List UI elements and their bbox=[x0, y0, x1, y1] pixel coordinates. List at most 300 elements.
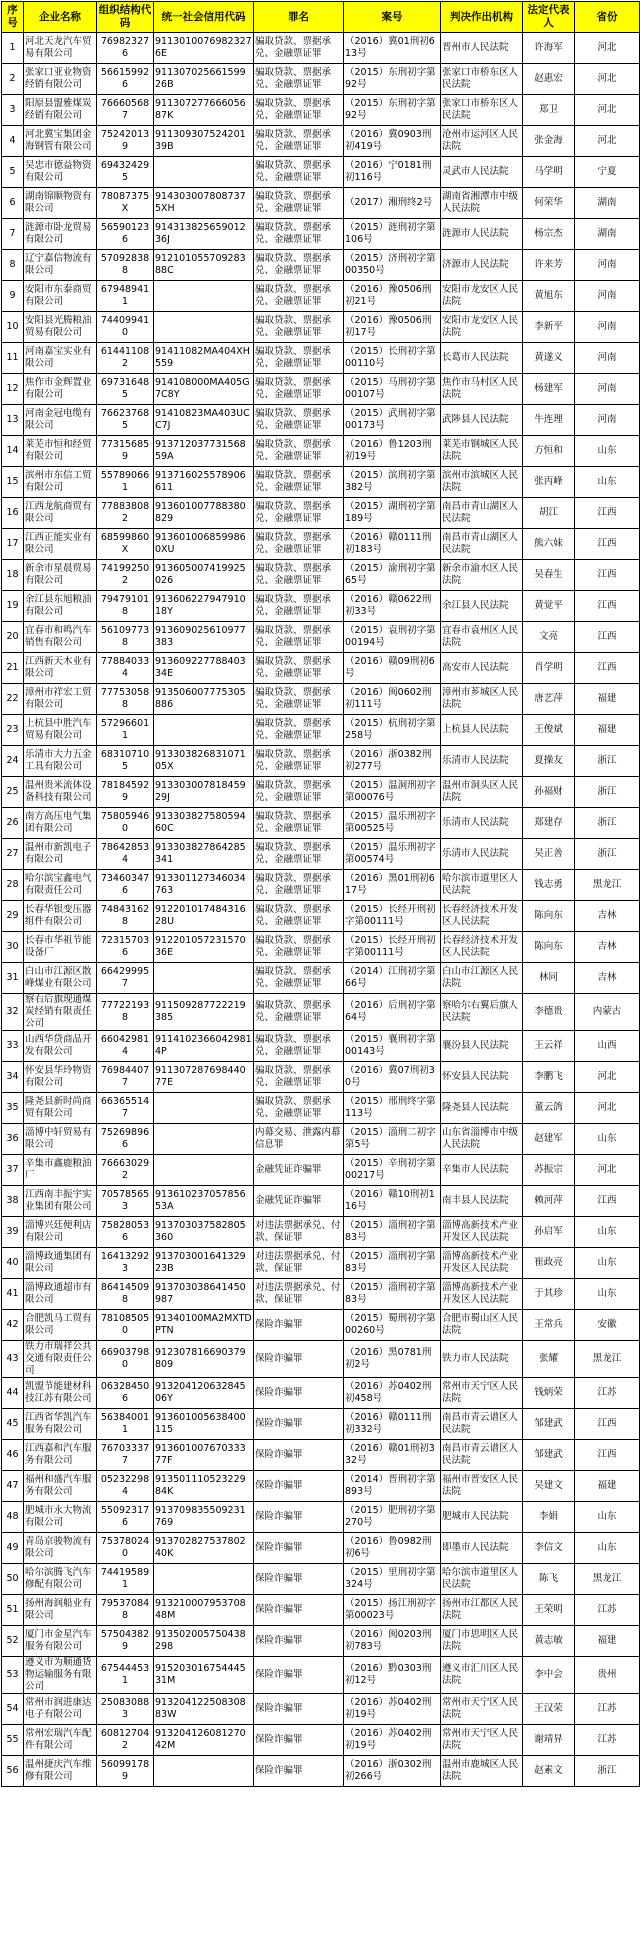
cell-case-number: （2016）赣01刑初332号 bbox=[344, 1440, 441, 1471]
cell-charge: 骗取贷款、票据承兑、金融票证罪 bbox=[254, 901, 344, 932]
cell-charge: 骗取贷款、票据承兑、金融票证罪 bbox=[254, 560, 344, 591]
table-row bbox=[2, 312, 640, 343]
cell-index: 41 bbox=[2, 1279, 24, 1310]
cell-index: 47 bbox=[2, 1471, 24, 1502]
cell-org-code: 741992502 bbox=[97, 560, 154, 591]
table-row bbox=[2, 1533, 640, 1564]
cell-province: 江西 bbox=[575, 1440, 640, 1471]
cell-charge: 保险诈骗罪 bbox=[254, 1502, 344, 1533]
cell-case-number: （2016）苏0402刑初19号 bbox=[344, 1694, 441, 1725]
cell-org-code: 669037980 bbox=[97, 1341, 154, 1378]
cell-legal-rep: 郑建存 bbox=[523, 808, 575, 839]
cell-court: 哈尔滨市道里区人民法院 bbox=[441, 1564, 523, 1595]
cell-province: 河南 bbox=[575, 312, 640, 343]
cell-company-name: 乐清市大力五金工具有限公司 bbox=[24, 746, 97, 777]
cell-charge: 保险诈骗罪 bbox=[254, 1595, 344, 1626]
cell-charge: 保险诈骗罪 bbox=[254, 1533, 344, 1564]
cell-province: 黑龙江 bbox=[575, 1564, 640, 1595]
cell-legal-rep: 王常兵 bbox=[523, 1310, 575, 1341]
cell-court: 温州市鹿城区人民法院 bbox=[441, 1756, 523, 1787]
cell-index: 2 bbox=[2, 64, 24, 95]
cell-credit-code: 911307287698440 77E bbox=[154, 1062, 254, 1093]
cell-org-code: 063284506 bbox=[97, 1378, 154, 1409]
cell-org-code: 781845929 bbox=[97, 777, 154, 808]
cell-credit-code: 911509287722219 385 bbox=[154, 994, 254, 1031]
cell-index: 3 bbox=[2, 95, 24, 126]
cell-company-name: 哈尔滨宝鑫电气有限责任公司 bbox=[24, 870, 97, 901]
cell-credit-code: 911309307524201 39B bbox=[154, 126, 254, 157]
cell-company-name: 合肥凯马工贸有限公司 bbox=[24, 1310, 97, 1341]
table-row bbox=[2, 777, 640, 808]
cell-case-number: （2015）济刑初字第00350号 bbox=[344, 250, 441, 281]
cell-legal-rep: 许来芳 bbox=[523, 250, 575, 281]
cell-legal-rep: 牛连理 bbox=[523, 405, 575, 436]
cell-court: 南昌市青山湖区人民法院 bbox=[441, 529, 523, 560]
cell-company-name: 温州贵米流体设备科技有限公司 bbox=[24, 777, 97, 808]
cell-province: 福建 bbox=[575, 715, 640, 746]
cell-credit-code: 913606227947910 18Y bbox=[154, 591, 254, 622]
cell-court: 长春经济技术开发区人民法院 bbox=[441, 932, 523, 963]
cell-legal-rep: 吴建文 bbox=[523, 1471, 575, 1502]
cell-credit-code: 913610237057856 53A bbox=[154, 1186, 254, 1217]
cell-case-number: （2016）冀07刑初30号 bbox=[344, 1062, 441, 1093]
cell-province: 吉林 bbox=[575, 901, 640, 932]
cell-org-code: 794791018 bbox=[97, 591, 154, 622]
cell-org-code: 550923176 bbox=[97, 1502, 154, 1533]
cell-org-code: 786428534 bbox=[97, 839, 154, 870]
cell-court: 温州市洞头区人民法院 bbox=[441, 777, 523, 808]
cell-case-number: （2016）赣0111刑初183号 bbox=[344, 529, 441, 560]
cell-province: 江苏 bbox=[575, 1378, 640, 1409]
table-row bbox=[2, 1471, 640, 1502]
cell-credit-code: 912201057231570 36E bbox=[154, 932, 254, 963]
cell-charge: 对违法票据承兑、付款、保证罪 bbox=[254, 1279, 344, 1310]
cell-company-name: 安阳县光腾粮油贸易有限公司 bbox=[24, 312, 97, 343]
cell-court: 襄汾县人民法院 bbox=[441, 1031, 523, 1062]
cell-case-number: （2016）闽0602刑初111号 bbox=[344, 684, 441, 715]
cell-court: 张家口市桥东区人民法院 bbox=[441, 64, 523, 95]
cell-credit-code bbox=[154, 1564, 254, 1595]
cell-case-number: （2015）蜀刑初字第00260号 bbox=[344, 1310, 441, 1341]
cell-company-name: 温州捷庆汽车维修有限公司 bbox=[24, 1756, 97, 1787]
cell-case-number: （2014）晋刑初字第893号 bbox=[344, 1471, 441, 1502]
cell-charge: 金融凭证诈骗罪 bbox=[254, 1186, 344, 1217]
cell-province: 河北 bbox=[575, 95, 640, 126]
cell-company-name: 新余市星晨贸易有限公司 bbox=[24, 560, 97, 591]
cell-index: 14 bbox=[2, 436, 24, 467]
cell-index: 25 bbox=[2, 777, 24, 808]
cell-case-number: （2015）里刑初字第324号 bbox=[344, 1564, 441, 1595]
table-row bbox=[2, 1694, 640, 1725]
cell-province: 河南 bbox=[575, 343, 640, 374]
cell-org-code: 575043829 bbox=[97, 1626, 154, 1657]
cell-court: 隆尧县人民法院 bbox=[441, 1093, 523, 1124]
cell-court: 铁力市人民法院 bbox=[441, 1341, 523, 1378]
cell-company-name: 张家口亚业物资经销有限公司 bbox=[24, 64, 97, 95]
cell-court: 白山市江源区人民法院 bbox=[441, 963, 523, 994]
cell-credit-code: 913605007419925 026 bbox=[154, 560, 254, 591]
cell-court: 莱芜市钢城区人民法院 bbox=[441, 436, 523, 467]
cell-company-name: 河南金冠电缆有限公司 bbox=[24, 405, 97, 436]
cell-credit-code: 913702827537802 40K bbox=[154, 1533, 254, 1564]
cell-case-number: （2015）淄刑初字第83号 bbox=[344, 1279, 441, 1310]
cell-credit-code: 914108000MA405G7C8Y bbox=[154, 374, 254, 405]
cell-charge: 骗取贷款、票据承兑、金融票证罪 bbox=[254, 963, 344, 994]
cell-province: 江西 bbox=[575, 653, 640, 684]
cell-credit-code: 913303827864285 341 bbox=[154, 839, 254, 870]
cell-company-name: 南方高压电气集团有限公司 bbox=[24, 808, 97, 839]
cell-org-code: 767033377 bbox=[97, 1440, 154, 1471]
cell-org-code: 781085050 bbox=[97, 1310, 154, 1341]
cell-case-number: （2016）浙0382刑初277号 bbox=[344, 746, 441, 777]
cell-case-number: （2016）赣10刑初116号 bbox=[344, 1186, 441, 1217]
cell-credit-code: 913501110523229 84K bbox=[154, 1471, 254, 1502]
cell-credit-code bbox=[154, 281, 254, 312]
table-row bbox=[2, 591, 640, 622]
cell-province: 黑龙江 bbox=[575, 1341, 640, 1378]
cell-case-number: （2016）黑01刑初617号 bbox=[344, 870, 441, 901]
cell-case-number: （2016）鲁0982刑初6号 bbox=[344, 1533, 441, 1564]
cell-org-code: 769823276 bbox=[97, 33, 154, 64]
cell-charge: 骗取贷款、票据承兑、金融票证罪 bbox=[254, 498, 344, 529]
cell-company-name: 遵义市为顺通货物运输服务有限公司 bbox=[24, 1657, 97, 1694]
cell-legal-rep: 陈飞 bbox=[523, 1564, 575, 1595]
cell-court: 山东省淄博市中级人民法院 bbox=[441, 1124, 523, 1155]
cell-court: 湖南省湘潭市中级人民法院 bbox=[441, 188, 523, 219]
cell-credit-code: 915203016754445 31M bbox=[154, 1657, 254, 1694]
cell-case-number: （2015）淄刑初字第83号 bbox=[344, 1217, 441, 1248]
cell-company-name: 常州市润进康达电子有限公司 bbox=[24, 1694, 97, 1725]
cell-org-code: 744195891 bbox=[97, 1564, 154, 1595]
cell-charge: 骗取贷款、票据承兑、金融票证罪 bbox=[254, 622, 344, 653]
cell-province: 河南 bbox=[575, 405, 640, 436]
table-row bbox=[2, 1341, 640, 1378]
cell-index: 18 bbox=[2, 560, 24, 591]
cell-index: 26 bbox=[2, 808, 24, 839]
cell-index: 37 bbox=[2, 1155, 24, 1186]
cell-case-number: （2015）袁刑初字第00194号 bbox=[344, 622, 441, 653]
table-row bbox=[2, 126, 640, 157]
cell-case-number: （2015）东刑初字第92号 bbox=[344, 95, 441, 126]
cell-org-code: 683107105 bbox=[97, 746, 154, 777]
cell-case-number: （2015）长经开刑初字第00111号 bbox=[344, 901, 441, 932]
cell-court: 高安市人民法院 bbox=[441, 653, 523, 684]
cell-index: 20 bbox=[2, 622, 24, 653]
cell-court: 乐清市人民法院 bbox=[441, 839, 523, 870]
cell-org-code: 777221938 bbox=[97, 994, 154, 1031]
cell-province: 山东 bbox=[575, 1533, 640, 1564]
cell-case-number: （2016）豫0506刑初21号 bbox=[344, 281, 441, 312]
cell-index: 56 bbox=[2, 1756, 24, 1787]
cell-charge: 骗取贷款、票据承兑、金融票证罪 bbox=[254, 994, 344, 1031]
cell-province: 福建 bbox=[575, 1626, 640, 1657]
cell-province: 河北 bbox=[575, 1062, 640, 1093]
cell-index: 35 bbox=[2, 1093, 24, 1124]
cell-credit-code: 91141023660429814P bbox=[154, 1031, 254, 1062]
cell-org-code: 68599860X bbox=[97, 529, 154, 560]
cell-case-number: （2015）湖刑初字第189号 bbox=[344, 498, 441, 529]
cell-index: 50 bbox=[2, 1564, 24, 1595]
cell-province: 江苏 bbox=[575, 1694, 640, 1725]
cell-province: 浙江 bbox=[575, 746, 640, 777]
cell-province: 吉林 bbox=[575, 932, 640, 963]
cell-company-name: 山西华贷商品开发有限公司 bbox=[24, 1031, 97, 1062]
table-row bbox=[2, 1502, 640, 1533]
cell-province: 江苏 bbox=[575, 1595, 640, 1626]
cell-credit-code: 913301127346034 763 bbox=[154, 870, 254, 901]
cell-legal-rep: 李中会 bbox=[523, 1657, 575, 1694]
cell-case-number: （2015）扬江刑初字第00023号 bbox=[344, 1595, 441, 1626]
table-row bbox=[2, 250, 640, 281]
cell-index: 7 bbox=[2, 219, 24, 250]
cell-charge: 骗取贷款、票据承兑、金融票证罪 bbox=[254, 746, 344, 777]
cell-legal-rep: 郑卫 bbox=[523, 95, 575, 126]
table-row bbox=[2, 1564, 640, 1595]
cell-index: 54 bbox=[2, 1694, 24, 1725]
cell-company-name: 淄博政通集团有限公司 bbox=[24, 1248, 97, 1279]
cell-org-code: 753780240 bbox=[97, 1533, 154, 1564]
cell-credit-code bbox=[154, 1093, 254, 1124]
cell-court: 肥城市人民法院 bbox=[441, 1502, 523, 1533]
cell-charge: 骗取贷款、票据承兑、金融票证罪 bbox=[254, 1093, 344, 1124]
cell-legal-rep: 张丙峰 bbox=[523, 467, 575, 498]
cell-court: 乐清市人民法院 bbox=[441, 808, 523, 839]
cell-org-code: 795370848 bbox=[97, 1595, 154, 1626]
cell-company-name: 安阳市东泰商贸有限公司 bbox=[24, 281, 97, 312]
cell-credit-code: 913506007775305 886 bbox=[154, 684, 254, 715]
cell-credit-code bbox=[154, 312, 254, 343]
cell-charge: 骗取贷款、票据承兑、金融票证罪 bbox=[254, 374, 344, 405]
cell-credit-code: 911307025661599 26B bbox=[154, 64, 254, 95]
cell-company-name: 淄博中轩贸易有限公司 bbox=[24, 1124, 97, 1155]
table-row bbox=[2, 405, 640, 436]
cell-charge: 骗取贷款、票据承兑、金融票证罪 bbox=[254, 436, 344, 467]
cell-company-name: 长春华银变压器组件有限公司 bbox=[24, 901, 97, 932]
table-row bbox=[2, 932, 640, 963]
table-row bbox=[2, 1155, 640, 1186]
cell-court: 灵武市人民法院 bbox=[441, 157, 523, 188]
cell-credit-code: 913204120632845 06Y bbox=[154, 1378, 254, 1409]
table-row bbox=[2, 622, 640, 653]
cell-charge: 骗取贷款、票据承兑、金融票证罪 bbox=[254, 281, 344, 312]
cell-case-number: （2015）邢刑终字第113号 bbox=[344, 1093, 441, 1124]
cell-index: 4 bbox=[2, 126, 24, 157]
cell-province: 江西 bbox=[575, 1186, 640, 1217]
cell-charge: 骗取贷款、票据承兑、金融票证罪 bbox=[254, 1062, 344, 1093]
cell-court: 安阳市龙安区人民法院 bbox=[441, 312, 523, 343]
cell-org-code: 570928388 bbox=[97, 250, 154, 281]
cell-index: 16 bbox=[2, 498, 24, 529]
cell-index: 28 bbox=[2, 870, 24, 901]
cell-company-name: 滨州市东信工贸有限公司 bbox=[24, 467, 97, 498]
cell-case-number: （2016）冀01刑初613号 bbox=[344, 33, 441, 64]
table-row bbox=[2, 1657, 640, 1694]
cell-org-code: 766630292 bbox=[97, 1155, 154, 1186]
cell-province: 浙江 bbox=[575, 777, 640, 808]
cell-org-code: 752420139 bbox=[97, 126, 154, 157]
cell-province: 江西 bbox=[575, 560, 640, 591]
cell-court: 淄博高新技术产业开发区人民法院 bbox=[441, 1248, 523, 1279]
table-row bbox=[2, 1124, 640, 1155]
header-legal-rep: 法定代表人 bbox=[523, 2, 575, 33]
cell-org-code: 758280536 bbox=[97, 1217, 154, 1248]
cell-court: 漳州市芗城区人民法院 bbox=[441, 684, 523, 715]
cell-index: 22 bbox=[2, 684, 24, 715]
cell-org-code: 777530588 bbox=[97, 684, 154, 715]
cell-province: 江西 bbox=[575, 591, 640, 622]
cell-legal-rep: 赖河萍 bbox=[523, 1186, 575, 1217]
cell-court: 常州市天宁区人民法院 bbox=[441, 1725, 523, 1756]
cell-org-code: 694324295 bbox=[97, 157, 154, 188]
cell-org-code: 748431628 bbox=[97, 901, 154, 932]
cell-case-number: （2015）温洞刑初字第00076号 bbox=[344, 777, 441, 808]
cell-charge: 骗取贷款、票据承兑、金融票证罪 bbox=[254, 715, 344, 746]
table-row bbox=[2, 374, 640, 405]
cell-province: 江西 bbox=[575, 498, 640, 529]
cell-index: 17 bbox=[2, 529, 24, 560]
cell-index: 49 bbox=[2, 1533, 24, 1564]
cell-org-code: 766605687 bbox=[97, 95, 154, 126]
table-row bbox=[2, 1756, 640, 1787]
cell-company-name: 察右后旗现通煤炭经销有限责任公司 bbox=[24, 994, 97, 1031]
cell-legal-rep: 熊六妹 bbox=[523, 529, 575, 560]
cell-court: 福州市晋安区人民法院 bbox=[441, 1471, 523, 1502]
cell-org-code: 664299957 bbox=[97, 963, 154, 994]
cell-legal-rep: 黄志敏 bbox=[523, 1626, 575, 1657]
cell-company-name: 哈尔滨腾飞汽车修配有限公司 bbox=[24, 1564, 97, 1595]
cell-company-name: 江西嘉和汽车服务有限公司 bbox=[24, 1440, 97, 1471]
cell-company-name: 焦作市金辉置业有限公司 bbox=[24, 374, 97, 405]
cell-org-code: 864145098 bbox=[97, 1279, 154, 1310]
cell-company-name: 厦门市金星汽车服务有限公司 bbox=[24, 1626, 97, 1657]
cell-charge: 骗取贷款、票据承兑、金融票证罪 bbox=[254, 219, 344, 250]
cell-legal-rep: 肖学明 bbox=[523, 653, 575, 684]
cell-province: 山西 bbox=[575, 1031, 640, 1062]
table-row bbox=[2, 188, 640, 219]
cell-charge: 保险诈骗罪 bbox=[254, 1378, 344, 1409]
cell-company-name: 辽宁嘉信物流有限公司 bbox=[24, 250, 97, 281]
cell-court: 济源市人民法院 bbox=[441, 250, 523, 281]
cell-company-name: 怀安县华玲物资有限公司 bbox=[24, 1062, 97, 1093]
cell-charge: 保险诈骗罪 bbox=[254, 1626, 344, 1657]
cell-court: 哈尔滨市道里区人民法院 bbox=[441, 870, 523, 901]
cell-index: 6 bbox=[2, 188, 24, 219]
enterprise-table bbox=[1, 1, 640, 1787]
cell-province: 河南 bbox=[575, 250, 640, 281]
table-row bbox=[2, 1409, 640, 1440]
cell-index: 9 bbox=[2, 281, 24, 312]
table-row bbox=[2, 1626, 640, 1657]
cell-case-number: （2016）鲁1203刑初19号 bbox=[344, 436, 441, 467]
cell-legal-rep: 邹建武 bbox=[523, 1440, 575, 1471]
cell-credit-code bbox=[154, 715, 254, 746]
cell-credit-code: 912101055709283 88C bbox=[154, 250, 254, 281]
cell-company-name: 涟源市卧龙贸易有限公司 bbox=[24, 219, 97, 250]
cell-province: 河南 bbox=[575, 281, 640, 312]
cell-company-name: 温州市新凯电子有限公司 bbox=[24, 839, 97, 870]
cell-index: 15 bbox=[2, 467, 24, 498]
cell-legal-rep: 董云鸽 bbox=[523, 1093, 575, 1124]
table-row bbox=[2, 715, 640, 746]
cell-province: 山东 bbox=[575, 1502, 640, 1533]
cell-org-code: 697316485 bbox=[97, 374, 154, 405]
cell-court: 常州市天宁区人民法院 bbox=[441, 1694, 523, 1725]
cell-org-code: 663655147 bbox=[97, 1093, 154, 1124]
table-row bbox=[2, 33, 640, 64]
cell-credit-code bbox=[154, 1124, 254, 1155]
cell-province: 山东 bbox=[575, 1279, 640, 1310]
cell-org-code: 561097738 bbox=[97, 622, 154, 653]
table-row bbox=[2, 64, 640, 95]
cell-court: 南昌市青云谱区人民法院 bbox=[441, 1440, 523, 1471]
cell-index: 45 bbox=[2, 1409, 24, 1440]
table-row bbox=[2, 219, 640, 250]
cell-legal-rep: 何荣华 bbox=[523, 188, 575, 219]
cell-company-name: 河北天龙汽车贸易有限公司 bbox=[24, 33, 97, 64]
table-row bbox=[2, 95, 640, 126]
cell-province: 河北 bbox=[575, 1093, 640, 1124]
cell-company-name: 长春市华祖节能设备厂 bbox=[24, 932, 97, 963]
cell-province: 黑龙江 bbox=[575, 870, 640, 901]
cell-case-number: （2016）赣0622刑初33号 bbox=[344, 591, 441, 622]
cell-org-code: 752698966 bbox=[97, 1124, 154, 1155]
table-row bbox=[2, 529, 640, 560]
cell-case-number: （2016）闽0203刑初783号 bbox=[344, 1626, 441, 1657]
cell-company-name: 青岛京骏物流有限公司 bbox=[24, 1533, 97, 1564]
header-row bbox=[2, 2, 640, 33]
cell-org-code: 250830883 bbox=[97, 1694, 154, 1725]
cell-court: 上杭县人民法院 bbox=[441, 715, 523, 746]
cell-province: 山东 bbox=[575, 467, 640, 498]
cell-charge: 骗取贷款、票据承兑、金融票证罪 bbox=[254, 188, 344, 219]
table-row bbox=[2, 560, 640, 591]
cell-legal-rep: 王俊斌 bbox=[523, 715, 575, 746]
cell-case-number: （2016）后刑初字第64号 bbox=[344, 994, 441, 1031]
cell-case-number: （2015）东刑初字第92号 bbox=[344, 64, 441, 95]
cell-province: 河北 bbox=[575, 33, 640, 64]
cell-org-code: 566159926 bbox=[97, 64, 154, 95]
cell-charge: 对违法票据承兑、付款、保证罪 bbox=[254, 1217, 344, 1248]
cell-case-number: （2016）黑0781刑初2号 bbox=[344, 1341, 441, 1378]
table-row bbox=[2, 1217, 640, 1248]
cell-legal-rep: 杨建军 bbox=[523, 374, 575, 405]
cell-company-name: 福州和盛汽车服务有限公司 bbox=[24, 1471, 97, 1502]
cell-org-code: 614411082 bbox=[97, 343, 154, 374]
cell-court: 焦作市马村区人民法院 bbox=[441, 374, 523, 405]
cell-index: 8 bbox=[2, 250, 24, 281]
cell-org-code: 608127042 bbox=[97, 1725, 154, 1756]
cell-court: 滨州市滨城区人民法院 bbox=[441, 467, 523, 498]
cell-legal-rep: 林同 bbox=[523, 963, 575, 994]
cell-legal-rep: 崔政亮 bbox=[523, 1248, 575, 1279]
cell-legal-rep: 赵素文 bbox=[523, 1756, 575, 1787]
cell-province: 湖南 bbox=[575, 188, 640, 219]
cell-legal-rep: 夏操友 bbox=[523, 746, 575, 777]
cell-org-code: 769844077 bbox=[97, 1062, 154, 1093]
cell-case-number: （2016）黔0303刑初12号 bbox=[344, 1657, 441, 1694]
cell-org-code: 766237685 bbox=[97, 405, 154, 436]
header-court: 判决作出机构 bbox=[441, 2, 523, 33]
cell-charge: 骗取贷款、票据承兑、金融票证罪 bbox=[254, 777, 344, 808]
cell-company-name: 湖南锦顺物资有限公司 bbox=[24, 188, 97, 219]
cell-case-number: （2015）襄刑初字第00143号 bbox=[344, 1031, 441, 1062]
header-case-number: 案号 bbox=[344, 2, 441, 33]
cell-credit-code: 913703001641329 23B bbox=[154, 1248, 254, 1279]
cell-company-name: 凯盟节能建材科技江苏有限公司 bbox=[24, 1378, 97, 1409]
cell-index: 34 bbox=[2, 1062, 24, 1093]
cell-index: 29 bbox=[2, 901, 24, 932]
cell-credit-code: 913502005750438 298 bbox=[154, 1626, 254, 1657]
